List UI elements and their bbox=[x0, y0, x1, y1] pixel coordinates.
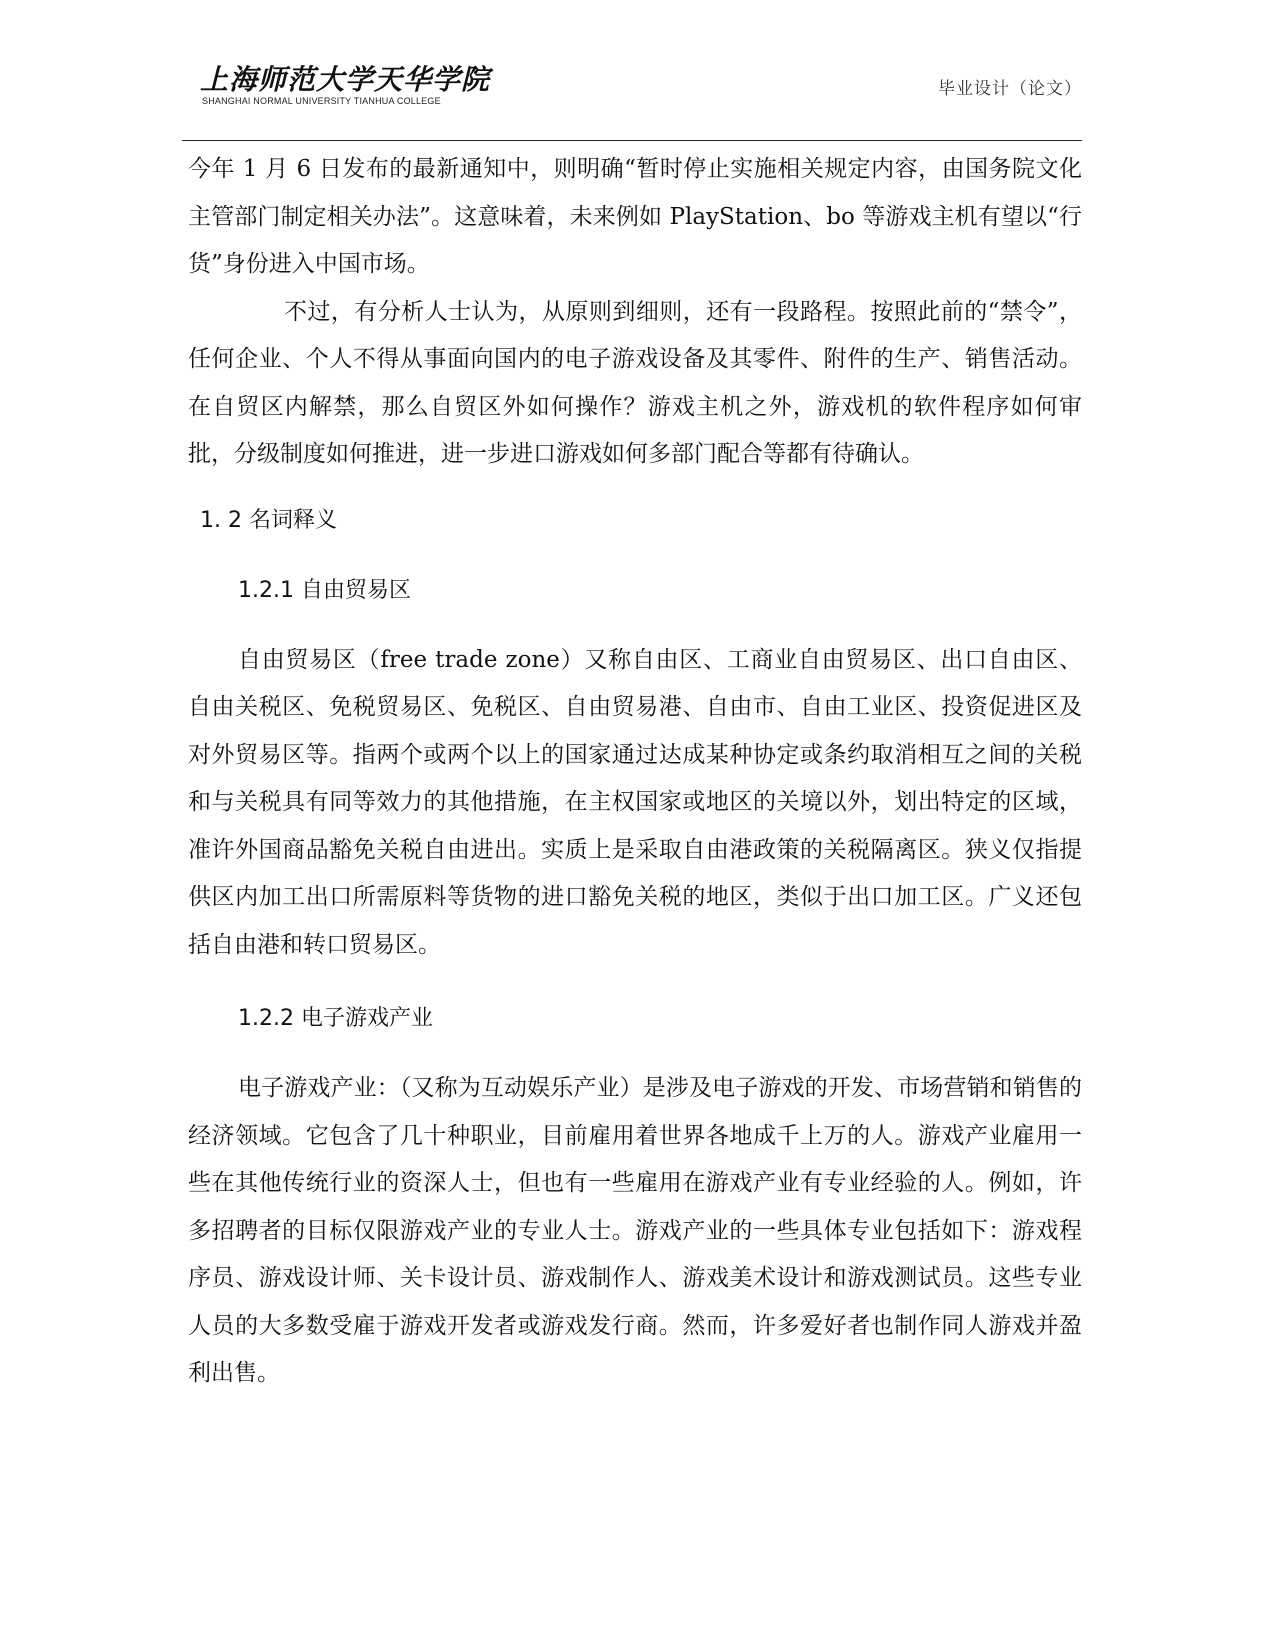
college-logo bbox=[200, 58, 491, 106]
logo-english-name: SHANGHAI NORMAL UNIVERSITY TIANHUA COLLEGE bbox=[202, 96, 441, 106]
section-heading-1-2: 1. 2 名词释义 bbox=[200, 507, 337, 533]
header-divider bbox=[182, 140, 1082, 141]
page-header bbox=[182, 58, 1082, 140]
paragraph-game-industry: 电子游戏产业：（又称为互动娱乐产业）是涉及电子游戏的开发、市场营销和销售的经济领域。它包含了几十种职业，目前雇用着世界各地成千上万的人。游戏产业雇用一些在其他传统行业的资深人士，但也有一些雇用在游戏产业有专业经验的人。例如，许多招聘者的目标仅限游戏产业的专业人士。游戏产业的一些具体专业包括如下：游戏程序员、游戏设计师、关卡设计员、游戏制作人、游戏美术设计和游戏测试员。这些专业人员的大多数受雇于游戏开发者或游戏发行商。然而，许多爱好者也制作同人游戏并盈利出售。 bbox=[188, 1075, 1082, 1386]
paragraph-free-trade-zone: 自由贸易区（free trade zone）又称自由区、工商业自由贸易区、出口自由区、自由关税区、免税贸易区、免税区、自由贸易港、自由市、自由工业区、投资促进区及对外贸易区等。指两个或两个以上的国家通过达成某种协定或条约取消相互之间的关税和与关税具有同等效力的其他措施，在主权国家或地区的关境以外，划出特定的区域，准许外国商品豁免关税自由进出。实质上是采取自由港政策的关税隔离区。狭义仅指提供区内加工出口所需原料等货物的进口豁免关税的地区，类似于出口加工区。广义还包括自由港和转口贸易区。 bbox=[188, 646, 1082, 958]
document-type-label: 毕业设计（论文） bbox=[938, 79, 1082, 99]
section-heading-1-2-1: 1.2.1 自由贸易区 bbox=[238, 577, 411, 603]
logo-chinese-name: 上海师范大学天华学院 bbox=[200, 63, 491, 96]
section-heading-1-2-2: 1.2.2 电子游戏产业 bbox=[238, 1006, 433, 1031]
paragraph-analysis: 不过，有分析人士认为，从原则到细则，还有一段路程。按照此前的“禁令”，任何企业、个人不得从事面向国内的电子游戏设备及其零件、附件的生产、销售活动。在自贸区内解禁，那么自贸区外如何操作？游戏主机之外，游戏机的软件程序如何审批，分级制度如何推进，进一步进口游戏如何多部门配合等都有待确认。 bbox=[188, 298, 1082, 467]
paragraph-continued: 今年 1 月 6 日发布的最新通知中，则明确“暂时停止实施相关规定内容，由国务院文化主管部门制定相关办法”。这意味着，未来例如 PlayStation、bo 等游戏主机有望以“行货”身份进入中国市场。 bbox=[188, 156, 1082, 277]
document-body bbox=[188, 146, 1082, 1398]
